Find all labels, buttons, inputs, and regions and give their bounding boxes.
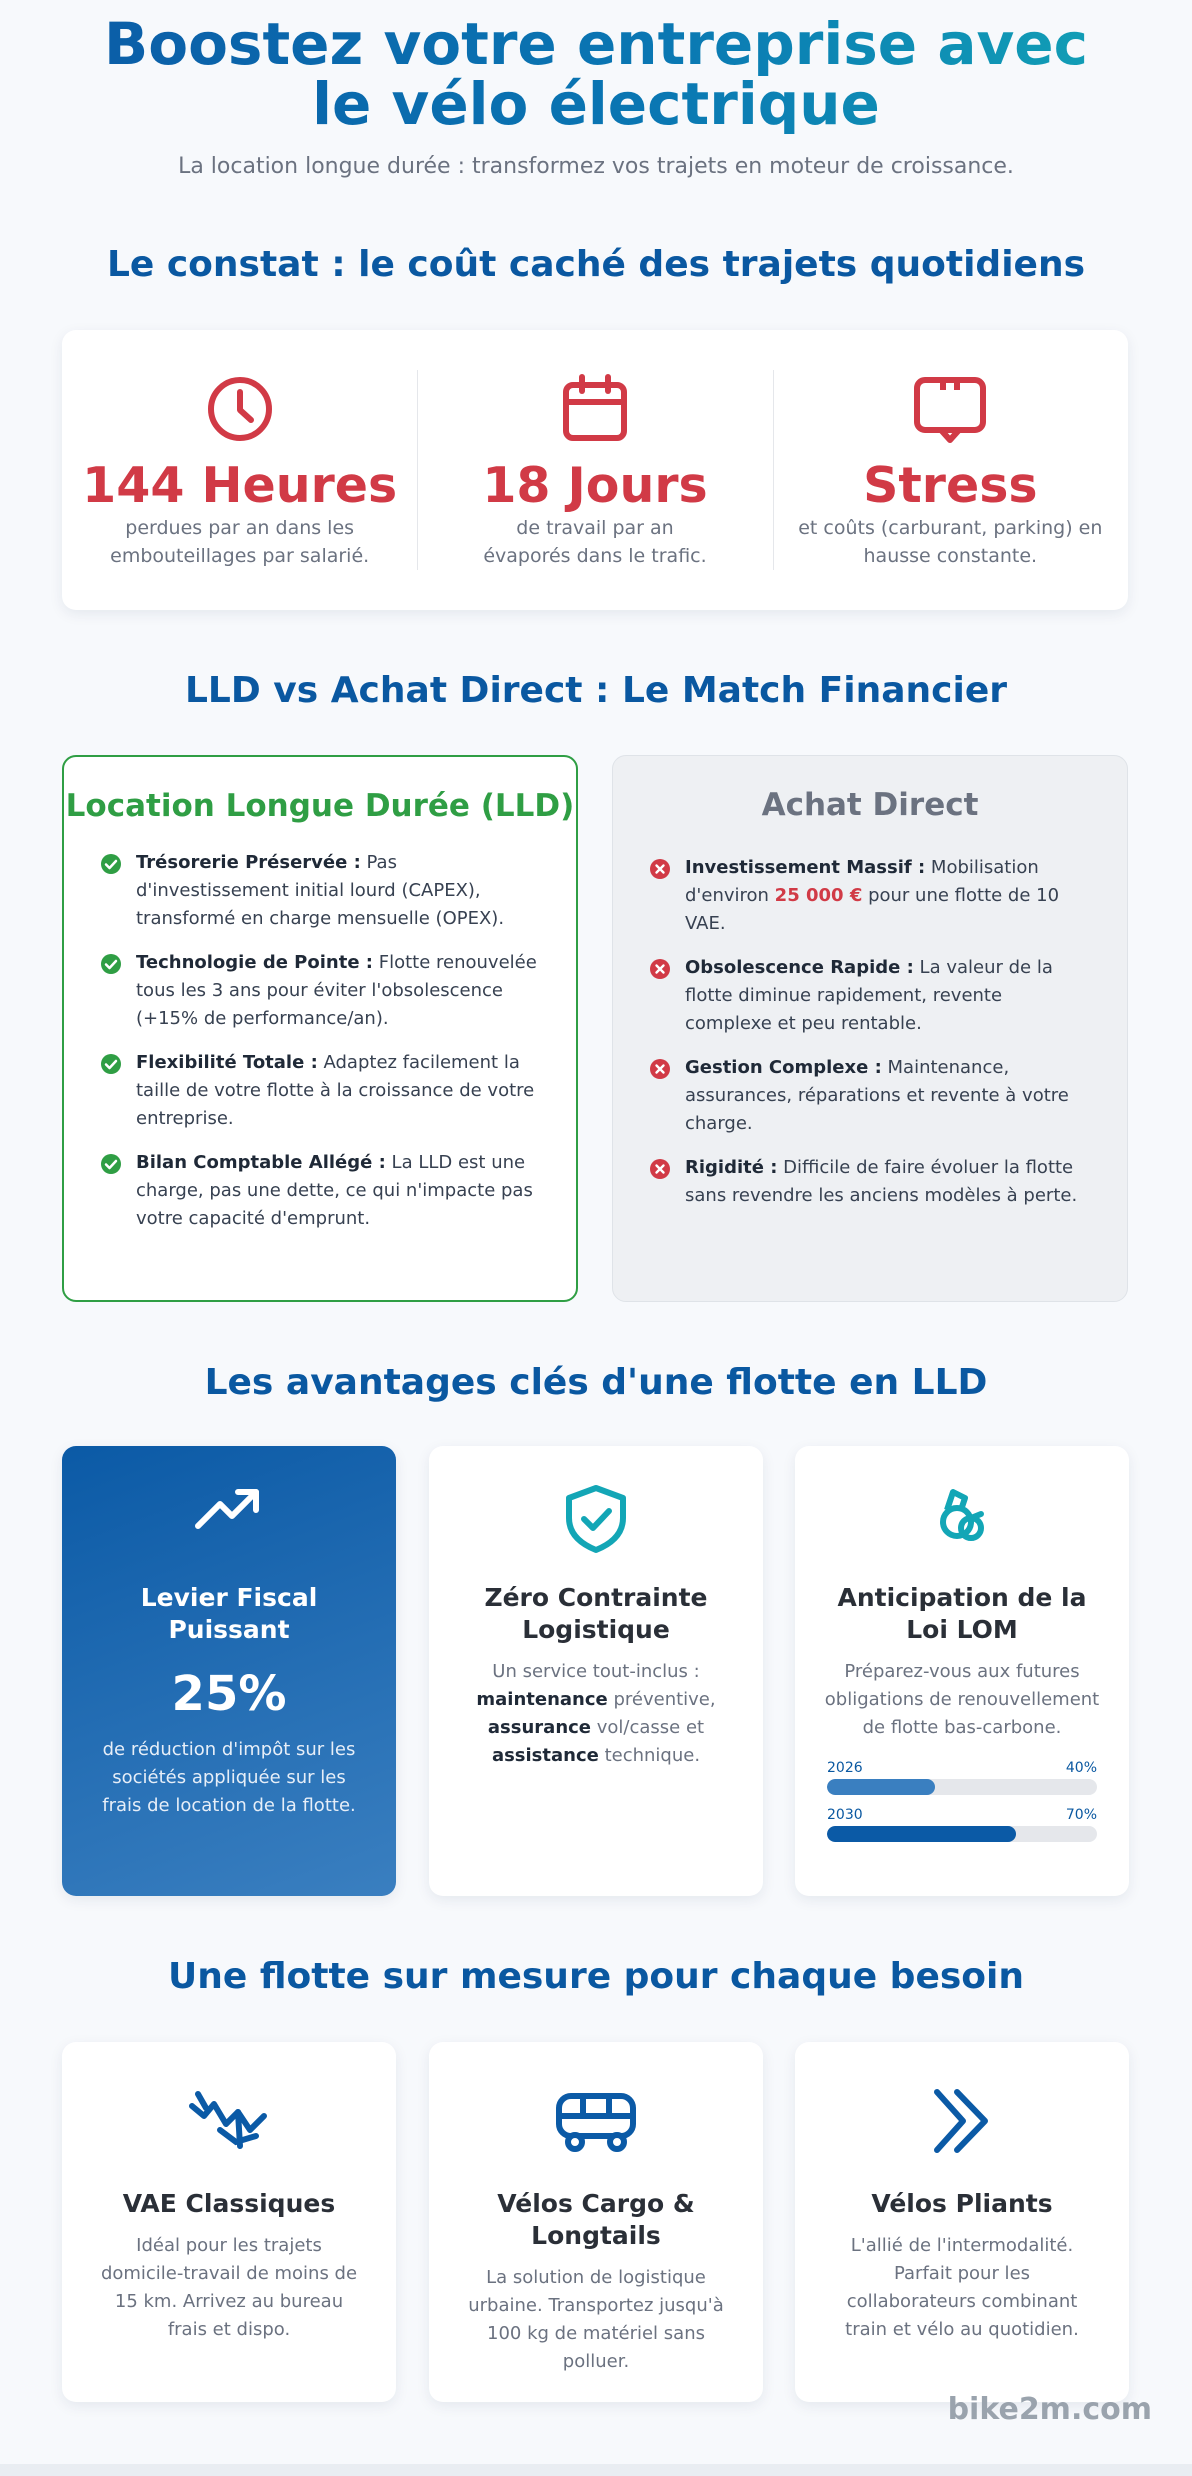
- calendar-icon: [417, 374, 772, 448]
- fleet-card-description: L'allié de l'intermodalité. Parfait pour les collaborateurs combinant train et vélo au quotidien.: [845, 2235, 1079, 2340]
- cross-icon: [649, 1158, 671, 1210]
- lom-progress-bars: [827, 1760, 1097, 1842]
- cross-icon: [649, 1058, 671, 1138]
- list-item-text: [685, 854, 1093, 938]
- fiscal-value: 25%: [171, 1666, 287, 1722]
- fleet-card-title: Vélos Cargo & Longtails: [497, 2189, 695, 2250]
- list-item-text: [685, 1054, 1093, 1138]
- desc-bold: assistance: [491, 1745, 599, 1766]
- list-item-text: [685, 1154, 1093, 1210]
- progress-percent: 40%: [1065, 1760, 1097, 1776]
- direct-title: Achat Direct: [761, 787, 979, 823]
- clock-icon: [62, 374, 417, 448]
- logistics-description: [429, 1658, 763, 1770]
- lld-title: Location Longue Durée (LLD): [65, 788, 575, 824]
- stat-description: [773, 514, 1128, 570]
- list-item-text: [685, 954, 1093, 1038]
- lld-card: [62, 755, 578, 1302]
- stat-days: [417, 330, 772, 610]
- lom-description: Préparez-vous aux futures obligations de renouvellement de flotte bas-carbone.: [824, 1661, 1100, 1738]
- fiscal-card: [62, 1446, 396, 1896]
- trending-up-icon: [62, 1484, 396, 1554]
- list-item-text: [136, 1049, 542, 1133]
- brand-watermark: bike2m.com: [947, 2392, 1152, 2427]
- shield-check-icon: [429, 1484, 763, 1554]
- fleet-card-folding: [795, 2042, 1129, 2402]
- check-icon: [100, 853, 122, 933]
- cross-icon: [649, 958, 671, 1038]
- fiscal-title: Levier Fiscal Puissant: [140, 1583, 318, 1644]
- progress-percent: 70%: [1065, 1807, 1097, 1823]
- stat-value: Stress: [863, 457, 1038, 514]
- fleet-card-description: Idéal pour les trajets domicile-travail de moins de 15 km. Arrivez au bureau frais et dispo.: [100, 2235, 358, 2340]
- direct-card: [612, 755, 1128, 1302]
- amount-highlight: 25 000 €: [774, 885, 863, 906]
- stat-stress: [773, 330, 1128, 610]
- desc-text: préventive,: [607, 1689, 716, 1710]
- desc-bold: assurance: [487, 1717, 592, 1738]
- item-text: Mobilisation d'environ: [685, 857, 1039, 906]
- stat-desc-line: de travail par an: [516, 517, 674, 539]
- progress-track: [827, 1779, 1097, 1795]
- progress-row: [827, 1807, 1097, 1842]
- list-item: [100, 849, 542, 933]
- progress-fill: [827, 1826, 1016, 1842]
- double-chevron-icon: [795, 2086, 1129, 2162]
- desc-text: Un service tout-inclus :: [492, 1661, 700, 1682]
- item-text: Maintenance, assurances, réparations et revente à votre charge.: [685, 1057, 1069, 1134]
- desc-bold: maintenance: [476, 1689, 608, 1710]
- item-bold: Trésorerie Préservée :: [136, 852, 361, 873]
- progress-labels: [827, 1807, 1097, 1823]
- subtitle: La location longue durée : transformez vos trajets en moteur de croissance.: [178, 154, 1014, 179]
- footer-divider: [0, 2464, 1192, 2476]
- item-text: Pas d'investissement initial lourd (CAPEX), transformé en charge mensuelle (OPEX).: [136, 852, 505, 929]
- title-line-2: le vélo électrique: [312, 70, 880, 138]
- list-item: [649, 1054, 1093, 1138]
- progress-row: [827, 1760, 1097, 1795]
- list-item: [100, 1049, 542, 1133]
- stats-card: [62, 330, 1128, 610]
- stat-desc-line: perdues par an dans les: [125, 517, 355, 539]
- list-item-text: [136, 949, 542, 1033]
- progress-year: 2026: [827, 1760, 863, 1776]
- item-text: Flotte renouvelée tous les 3 ans pour éviter l'obsolescence (+15% de performance/an).: [136, 952, 537, 1029]
- list-item-text: [136, 849, 542, 933]
- fleet-card-classic: [62, 2042, 396, 2402]
- item-bold: Obsolescence Rapide :: [685, 957, 914, 978]
- advantages-title: Les avantages clés d'une flotte en LLD: [204, 1362, 988, 1403]
- desc-text: vol/casse et: [591, 1717, 705, 1738]
- item-bold: Gestion Complexe :: [685, 1057, 882, 1078]
- list-item: [649, 954, 1093, 1038]
- constat-title: Le constat : le coût caché des trajets quotidiens: [106, 244, 1086, 285]
- direct-list: [613, 854, 1127, 1210]
- check-icon: [100, 953, 122, 1033]
- fleet-card-title: VAE Classiques: [122, 2189, 336, 2218]
- lom-card: [795, 1446, 1129, 1896]
- item-bold: Flexibilité Totale :: [136, 1052, 318, 1073]
- item-bold: Bilan Comptable Allégé :: [136, 1152, 386, 1173]
- check-icon: [100, 1153, 122, 1233]
- cargo-icon: [429, 2086, 763, 2162]
- recycle-icon: [795, 1484, 1129, 1554]
- fleet-card-title: Vélos Pliants: [871, 2189, 1053, 2218]
- stat-desc-line: embouteillages par salarié.: [110, 545, 370, 567]
- lom-title: Anticipation de la Loi LOM: [837, 1583, 1087, 1644]
- item-text: Difficile de faire évoluer la flotte sans revendre les anciens modèles à perte.: [685, 1157, 1078, 1206]
- logistics-title: Zéro Contrainte Logistique: [484, 1583, 708, 1644]
- desc-text: technique.: [598, 1745, 701, 1766]
- item-bold: Technologie de Pointe :: [136, 952, 374, 973]
- item-text: La LLD est une charge, pas une dette, ce qui n'impacte pas votre capacité d'emprunt.: [136, 1152, 533, 1229]
- stat-description: [417, 514, 772, 570]
- item-bold: Investissement Massif :: [685, 857, 926, 878]
- lld-list: [64, 849, 576, 1233]
- progress-fill: [827, 1779, 935, 1795]
- progress-labels: [827, 1760, 1097, 1776]
- stat-hours: [62, 330, 417, 610]
- item-text: Adaptez facilement la taille de votre flotte à la croissance de votre entreprise.: [136, 1052, 535, 1129]
- list-item: [649, 1154, 1093, 1210]
- comparison-title: LLD vs Achat Direct : Le Match Financier: [184, 670, 1008, 711]
- stat-desc-line: hausse constante.: [863, 545, 1038, 567]
- list-item: [649, 854, 1093, 938]
- progress-year: 2030: [827, 1807, 863, 1823]
- title-line-1: Boostez votre entreprise avec: [104, 10, 1088, 78]
- item-bold: Rigidité :: [685, 1157, 778, 1178]
- main-title: [0, 10, 1192, 138]
- stat-value: 18 Jours: [482, 457, 708, 514]
- stat-value: 144 Heures: [82, 457, 398, 514]
- item-text: La valeur de la flotte diminue rapidement, revente complexe et peu rentable.: [685, 957, 1053, 1034]
- fleet-title: Une flotte sur mesure pour chaque besoin: [168, 1956, 1024, 1997]
- list-item: [100, 1149, 542, 1233]
- cross-icon: [649, 858, 671, 938]
- list-item: [100, 949, 542, 1033]
- bike-icon: [62, 2086, 396, 2162]
- stat-desc-line: et coûts (carburant, parking) en: [798, 517, 1103, 539]
- fiscal-description: de réduction d'impôt sur les sociétés appliquée sur les frais de location de la flotte.: [102, 1739, 356, 1816]
- progress-track: [827, 1826, 1097, 1842]
- check-icon: [100, 1053, 122, 1133]
- stat-description: [62, 514, 417, 570]
- stat-desc-line: évaporés dans le trafic.: [483, 545, 707, 567]
- fleet-card-cargo: [429, 2042, 763, 2402]
- fleet-card-description: La solution de logistique urbaine. Transportez jusqu'à 100 kg de matériel sans polluer.: [468, 2267, 724, 2372]
- item-text: pour une flotte de 10 VAE.: [685, 885, 1060, 934]
- logistics-card: [429, 1446, 763, 1896]
- wallet-icon: [773, 374, 1128, 448]
- list-item-text: [136, 1149, 542, 1233]
